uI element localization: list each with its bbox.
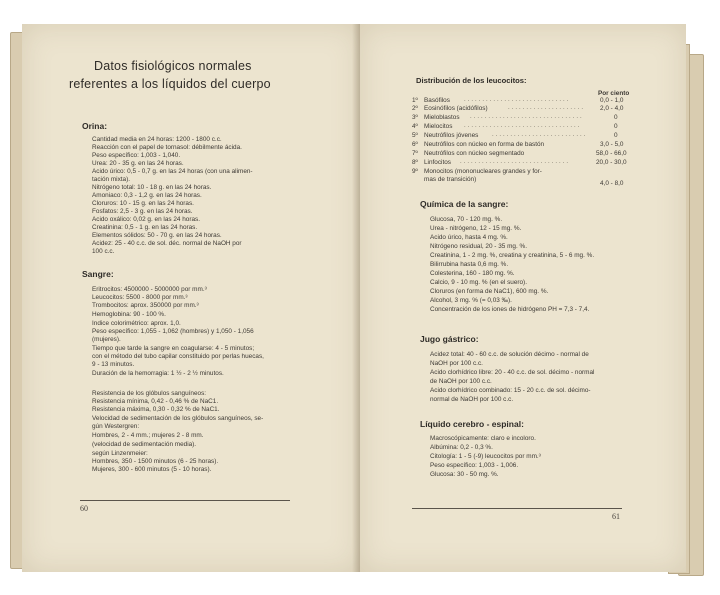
leucocito-value: 58,0 - 66,0	[596, 150, 627, 157]
leucocito-value: 0	[614, 123, 618, 130]
sangre-line: Trombocitos: aprox. 350000 por mm.³	[92, 302, 199, 309]
sangre-line: Hombres, 350 - 1500 minutos (6 - 25 horas).	[92, 458, 219, 465]
leucocito-label: Monocitos (mononucleares grandes y for-	[424, 168, 542, 175]
sangre-line: (mujeres).	[92, 336, 121, 343]
leucocito-value: 0,0 - 1,0	[600, 97, 624, 104]
liquido-line: Glucosa: 30 - 50 mg. %.	[430, 471, 499, 478]
leucocito-label: Eosinófilos (acidófilos)	[424, 105, 488, 112]
liquido-line: Albúmina: 0,2 - 0,3 %.	[430, 444, 493, 451]
orina-line: tación mixta).	[92, 176, 131, 183]
sangre-line: según Linzenmeier:	[92, 450, 148, 457]
leader-dots: ...............................	[470, 114, 584, 120]
quimica-line: Colesterina, 160 - 180 mg. %.	[430, 270, 515, 277]
leucocito-number: 7º	[412, 150, 418, 157]
leucocito-number: 8º	[412, 159, 418, 166]
sangre-line: Mujeres, 300 - 600 minutos (5 - 10 horas).	[92, 466, 212, 473]
sangre-line: Resistencia de los glóbulos sanguíneos:	[92, 390, 207, 397]
sangre-line: Velocidad de sedimentación de los glóbulos sanguíneos, se-	[92, 415, 264, 422]
section-heading-liquido: Líquido cerebro - espinal:	[420, 419, 524, 429]
quimica-line: Nitrógeno residual, 20 - 35 mg. %.	[430, 243, 527, 250]
quimica-line: Creatinina, 1 - 2 mg. %, creatina y creatinina, 5 - 6 mg. %.	[430, 252, 595, 259]
orina-line: Peso específico: 1,003 - 1,040.	[92, 152, 181, 159]
orina-line: Acidez: 25 - 40 c.c. de sol. déc. normal de NaOH por	[92, 240, 242, 247]
leucocito-number: 4º	[412, 123, 418, 130]
orina-line: Cloruros: 10 - 15 g. en las 24 horas.	[92, 200, 194, 207]
sangre-line: Duración de la hemorragia: 1 ½ - 2 ½ minutos.	[92, 370, 224, 377]
orina-line: Reacción con el papel de tornasol: débilmente ácida.	[92, 144, 242, 151]
leader-dots: .....................	[508, 105, 586, 111]
sangre-line: Hemoglobina: 90 - 100 %.	[92, 311, 166, 318]
leader-dots: .............................	[464, 97, 571, 103]
jugo-line: normal de NaOH por 100 c.c.	[430, 396, 514, 403]
orina-line: Acido úrico: 0,5 - 0,7 g. en las 24 horas (con una alimen-	[92, 168, 253, 175]
section-heading-sangre: Sangre:	[82, 269, 114, 279]
page-title-line-2: referentes a los líquidos del cuerpo	[69, 77, 271, 91]
quimica-line: Bilirrubina hasta 0,6 mg. %.	[430, 261, 509, 268]
orina-line: Cantidad media en 24 horas: 1200 - 1800 c.c.	[92, 136, 222, 143]
leucocito-number: 2º	[412, 105, 418, 112]
jugo-line: de NaOH por 100 c.c.	[430, 378, 492, 385]
leucocito-value: 20,0 - 30,0	[596, 159, 627, 166]
section-heading-jugo: Jugo gástrico:	[420, 334, 479, 344]
page-number: 61	[612, 512, 620, 521]
leucocito-label: mas de transición)	[424, 176, 477, 183]
leucocito-number: 3º	[412, 114, 418, 121]
leucocito-value: 0	[614, 114, 618, 121]
orina-line: Nitrógeno total: 10 - 18 g. en las 24 horas.	[92, 184, 212, 191]
percent-column-header: Por ciento	[598, 90, 630, 97]
sangre-line: con el método del tubo capilar constituido por perlas huecas,	[92, 353, 264, 360]
sangre-line: Resistencia máxima, 0,30 - 0,32 % de NaC1.	[92, 406, 220, 413]
leucocito-label: Neutrófilos jóvenes	[424, 132, 479, 139]
page-title-line-1: Datos fisiológicos normales	[94, 59, 252, 73]
quimica-line: Concentración de los iones de hidrógeno PH = 7,3 - 7,4.	[430, 306, 590, 313]
jugo-line: NaOH por 100 c.c.	[430, 360, 483, 367]
orina-line: Urea: 20 - 35 g. en las 24 horas.	[92, 160, 184, 167]
quimica-line: Acido úrico, hasta 4 mg. %.	[430, 234, 508, 241]
orina-line: 100 c.c.	[92, 248, 115, 255]
leucocito-label: Linfocitos	[424, 159, 451, 166]
open-booklet	[8, 14, 710, 584]
section-heading-distribucion: Distribución de los leucocitos:	[416, 76, 527, 85]
leucocito-number: 6º	[412, 141, 418, 148]
leader-dots: ..............................	[460, 159, 571, 165]
sangre-line: gún Westergren:	[92, 423, 140, 430]
sangre-line: Eritrocitos: 4500000 - 5000000 por mm.³	[92, 286, 207, 293]
quimica-line: Urea - nitrógeno, 12 - 15 mg. %.	[430, 225, 522, 232]
leader-dots: ................................	[464, 123, 582, 129]
leucocito-label: Neutrófilos con núcleo en forma de bastón	[424, 141, 545, 148]
sangre-line: Hombres, 2 - 4 mm.; mujeres 2 - 8 mm.	[92, 432, 204, 439]
section-heading-orina: Orina:	[82, 121, 108, 131]
leucocito-value: 2,0 - 4,0	[600, 105, 624, 112]
sangre-line: Peso específico: 1,055 - 1,062 (hombres) y 1,050 - 1,056	[92, 328, 254, 335]
orina-line: Creatinina: 0,5 - 1 g. en las 24 horas.	[92, 224, 198, 231]
orina-line: Acido oxálico: 0,02 g. en las 24 horas.	[92, 216, 200, 223]
jugo-line: Acido clorhídrico libre: 20 - 40 c.c. de sol. décimo - normal	[430, 369, 595, 376]
orina-line: Amoniaco: 0,3 - 1,2 g. en las 24 horas.	[92, 192, 202, 199]
footer-rule	[412, 508, 622, 509]
sangre-line: (velocidad de sedimentación media).	[92, 441, 197, 448]
orina-line: Elementos sólidos: 50 - 70 g. en las 24 horas.	[92, 232, 222, 239]
sangre-line: Leucocitos: 5500 - 8000 por mm.³	[92, 294, 188, 301]
quimica-line: Alcohol, 3 mg. % (= 0,03 ‰).	[430, 297, 512, 304]
leucocito-number: 5º	[412, 132, 418, 139]
leucocito-label: Basófilos	[424, 97, 450, 104]
quimica-line: Cloruros (en forma de NaC1), 600 mg. %.	[430, 288, 549, 295]
leucocito-number: 1º	[412, 97, 418, 104]
leucocito-label: Mieloblastos	[424, 114, 460, 121]
leader-dots: ..........................	[492, 132, 588, 138]
leucocito-label: Mielocitos	[424, 123, 453, 130]
leucocito-number: 9º	[412, 168, 418, 175]
jugo-line: Acidez total: 40 - 60 c.c. de solución décimo - normal de	[430, 351, 589, 358]
quimica-line: Glucosa, 70 - 120 mg. %.	[430, 216, 503, 223]
jugo-line: Acido clorhídrico combinado: 15 - 20 c.c. de sol. décimo-	[430, 387, 591, 394]
leucocito-value: 4,0 - 8,0	[600, 180, 624, 187]
sangre-line: 9 - 13 minutos.	[92, 361, 135, 368]
page-number: 60	[80, 504, 88, 513]
right-page	[360, 24, 686, 572]
left-page	[22, 24, 360, 572]
section-heading-quimica: Química de la sangre:	[420, 199, 509, 209]
leucocito-value: 3,0 - 5,0	[600, 141, 624, 148]
sangre-line: Indice colorimétrico: aprox. 1,0.	[92, 320, 181, 327]
liquido-line: Macroscópicamente: claro e incoloro.	[430, 435, 536, 442]
leucocito-value: 0	[614, 132, 618, 139]
quimica-line: Calcio, 9 - 10 mg. % (en el suero).	[430, 279, 527, 286]
sangre-line: Resistencia mínima, 0,42 - 0,46 % de NaC1.	[92, 398, 219, 405]
orina-line: Fosfatos: 2,5 - 3 g. en las 24 horas.	[92, 208, 193, 215]
liquido-line: Citología: 1 - 5 (-9) leucocitos por mm.³	[430, 453, 541, 460]
liquido-line: Peso específico: 1,003 - 1,006.	[430, 462, 519, 469]
sangre-line: Tiempo que tarde la sangre en coagularse: 4 - 5 minutos;	[92, 345, 255, 352]
footer-rule	[80, 500, 290, 501]
leucocito-label: Neutrófilos con núcleo segmentado	[424, 150, 525, 157]
